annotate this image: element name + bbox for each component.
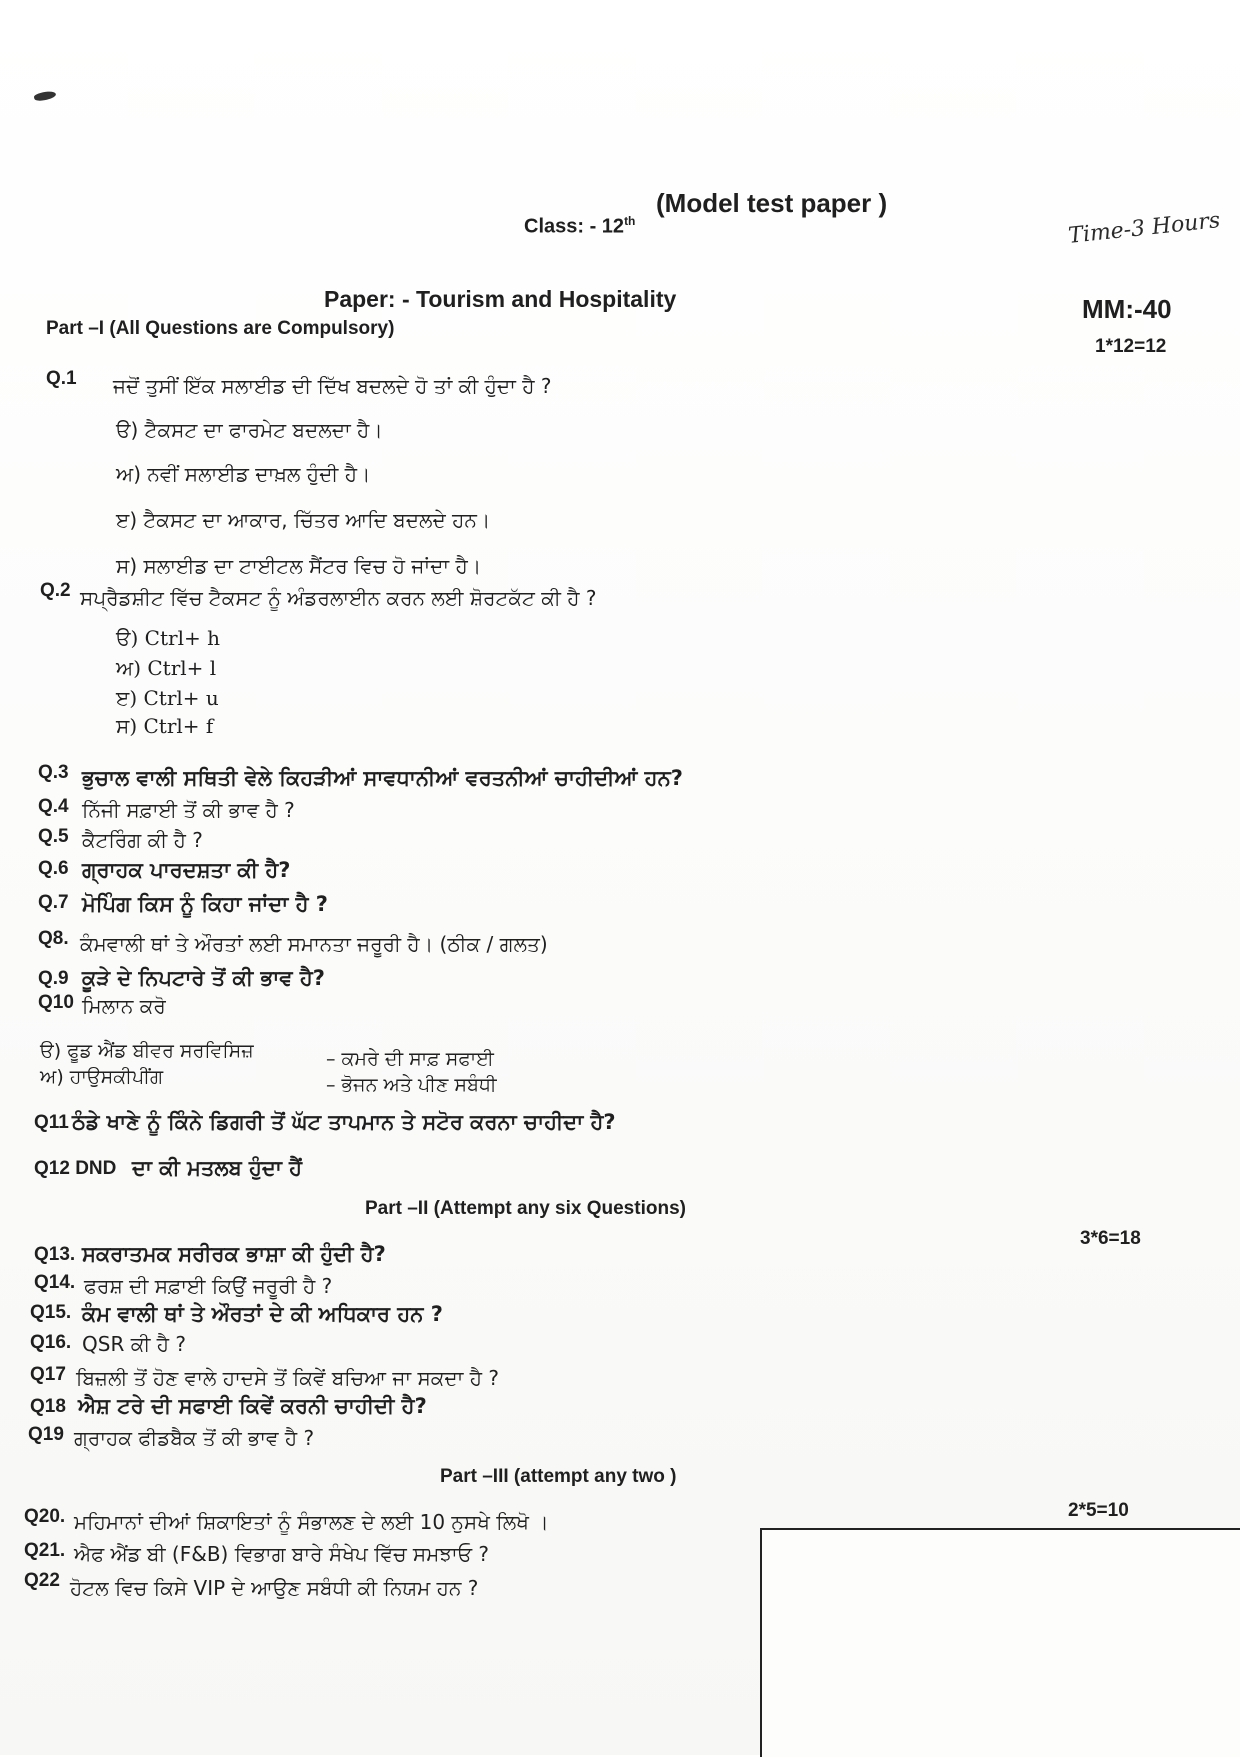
question-number: Q20. — [24, 1506, 66, 1527]
question-number: Q12 DND — [34, 1158, 117, 1179]
question-number: Q.7 — [38, 892, 69, 913]
max-marks: MM:-40 — [1082, 294, 1172, 324]
question-text: ਐਫ ਐਂਡ ਬੀ (F&B) ਵਿਭਾਗ ਬਾਰੇ ਸੰਖੇਪ ਵਿੱਚ ਸਮਝਾਓ ? — [74, 1542, 489, 1566]
option-d: ਸ) Ctrl+ f — [116, 714, 214, 738]
question-number: Q.3 — [38, 762, 69, 783]
question-text: ਕੰਮ ਵਾਲੀ ਥਾਂ ਤੇ ਔਰਤਾਂ ਦੇ ਕੀ ਅਧਿਕਾਰ ਹਨ ? — [82, 1302, 443, 1326]
question-number: Q.2 — [40, 580, 71, 601]
match-left-item: ੳ) ਫੂਡ ਐਂਡ ਬੀਵਰ ਸਰਵਿਸਿਜ਼ — [40, 1040, 254, 1062]
question-number: Q.4 — [38, 796, 69, 817]
option-c: ੲ) Ctrl+ u — [116, 686, 219, 710]
question-text: QSR ਕੀ ਹੈ ? — [82, 1332, 186, 1356]
question-number: Q8. — [38, 928, 69, 949]
part1-heading: Part –I (All Questions are Compulsory) — [46, 318, 395, 339]
question-number: Q17 — [30, 1364, 66, 1385]
match-left-item: ਅ) ਹਾਉਸਕੀਪੀਂਗ — [40, 1066, 164, 1088]
question-text: ਐਸ਼ ਟਰੇ ਦੀ ਸਫਾਈ ਕਿਵੇਂ ਕਰਨੀ ਚਾਹੀਦੀ ਹੈ? — [78, 1394, 427, 1418]
class-label: Class: - 12th — [524, 214, 636, 238]
question-text: ਗ੍ਰਾਹਕ ਪਾਰਦਸ਼ਤਾ ਕੀ ਹੈ? — [82, 858, 291, 882]
question-number: Q14. — [34, 1272, 76, 1293]
question-text: ਨਿੱਜੀ ਸਫ਼ਾਈ ਤੋਂ ਕੀ ਭਾਵ ਹੈ ? — [82, 798, 295, 822]
part3-heading: Part –III (attempt any two ) — [440, 1466, 677, 1487]
question-text: ਬਿਜ਼ਲੀ ਤੋਂ ਹੋਣ ਵਾਲੇ ਹਾਦਸੇ ਤੋਂ ਕਿਵੇਂ ਬਚਿਆ ਜਾ ਸਕਦਾ ਹੈ ? — [76, 1366, 500, 1390]
question-text: ਸਕਰਾਤਮਕ ਸਰੀਰਕ ਭਾਸ਼ਾ ਕੀ ਹੁੰਦੀ ਹੈ? — [82, 1242, 386, 1266]
question-number: Q15. — [30, 1302, 72, 1323]
question-number: Q18 — [30, 1396, 66, 1417]
question-number: Q21. — [24, 1540, 66, 1561]
question-number: Q.1 — [46, 368, 77, 389]
question-text: ਕੰਮਵਾਲੀ ਥਾਂ ਤੇ ਔਰਤਾਂ ਲਈ ਸਮਾਨਤਾ ਜਰੂਰੀ ਹੈ। (ਠੀਕ / ਗਲਤ) — [80, 932, 548, 956]
match-right-item: – ਕਮਰੇ ਦੀ ਸਾਫ਼ ਸਫਾਈ — [326, 1048, 494, 1070]
question-text: ਠੰਡੇ ਖਾਣੇ ਨੂੰ ਕਿੰਨੇ ਡਿਗਰੀ ਤੋਂ ਘੱਟ ਤਾਪਮਾਨ ਤੇ ਸਟੋਰ ਕਰਨਾ ਚਾਹੀਦਾ ਹੈ? — [72, 1110, 616, 1134]
question-number: Q.9 — [38, 968, 69, 989]
question-text: ਹੋਟਲ ਵਿਚ ਕਿਸੇ VIP ਦੇ ਆਉਣ ਸਬੰਧੀ ਕੀ ਨਿਯਮ ਹਨ ? — [70, 1576, 479, 1600]
question-text: ਮਹਿਮਾਨਾਂ ਦੀਆਂ ਸ਼ਿਕਾਇਤਾਂ ਨੂੰ ਸੰਭਾਲਣ ਦੇ ਲਈ 10 ਨੁਸਖੇ ਲਿਖੋ । — [74, 1510, 549, 1534]
question-number: Q10 — [38, 992, 74, 1013]
question-number: Q16. — [30, 1332, 72, 1353]
option-a: ੳ) Ctrl+ h — [116, 626, 220, 650]
option-d: ਸ) ਸਲਾਈਡ ਦਾ ਟਾਈਟਲ ਸੈਂਟਰ ਵਿਚ ਹੋ ਜਾਂਦਾ ਹੈ। — [116, 554, 482, 578]
question-number: Q22 — [24, 1570, 60, 1591]
question-number: Q11 — [34, 1112, 69, 1133]
question-text: ਮਿਲਾਨ ਕਰੋ — [82, 994, 166, 1018]
question-text: ਫਰਸ਼ ਦੀ ਸਫ਼ਾਈ ਕਿਉਂ ਜਰੂਰੀ ਹੈ ? — [84, 1274, 333, 1298]
match-right-item: – ਭੋਜਨ ਅਤੇ ਪੀਣ ਸਬੰਧੀ — [326, 1074, 497, 1096]
attached-paper-edge — [760, 1528, 1240, 1757]
part2-marks: 3*6=18 — [1080, 1228, 1141, 1249]
question-text: ਜਦੋਂ ਤੁਸੀਂ ਇੱਕ ਸਲਾਈਡ ਦੀ ਦਿੱਖ ਬਦਲਦੇ ਹੋ ਤਾਂ ਕੀ ਹੁੰਦਾ ਹੈ ? — [113, 374, 552, 398]
question-number: Q.6 — [38, 858, 69, 879]
paper-title: Paper: - Tourism and Hospitality — [324, 286, 677, 312]
part2-heading: Part –II (Attempt any six Questions) — [365, 1198, 686, 1219]
question-text: ਦਾ ਕੀ ਮਤਲਬ ਹੁੰਦਾ ਹੈਂ — [132, 1156, 303, 1180]
option-b: ਅ) ਨਵੀਂ ਸਲਾਈਡ ਦਾਖ਼ਲ ਹੁੰਦੀ ਹੈ। — [116, 462, 371, 486]
handwritten-time-note: Time-3 Hours — [1067, 208, 1222, 249]
part1-marks: 1*12=12 — [1095, 336, 1167, 357]
option-a: ੳ) ਟੈਕਸਟ ਦਾ ਫਾਰਮੇਟ ਬਦਲਦਾ ਹੈ। — [116, 418, 383, 442]
question-text: ਮੋਪਿੰਗ ਕਿਸ ਨੂੰ ਕਿਹਾ ਜਾਂਦਾ ਹੈ ? — [82, 892, 328, 916]
part3-marks: 2*5=10 — [1068, 1500, 1129, 1521]
question-text: ਸਪ੍ਰੈਡਸ਼ੀਟ ਵਿੱਚ ਟੈਕਸਟ ਨੂੰ ਅੰਡਰਲਾਈਨ ਕਰਨ ਲਈ ਸ਼ੋਰਟਕੱਟ ਕੀ ਹੈ ? — [80, 586, 597, 610]
question-number: Q13. — [34, 1244, 76, 1265]
paper-type-title: (Model test paper ) — [656, 188, 888, 218]
question-text: ਕੈਟਰਿੰਗ ਕੀ ਹੈ ? — [82, 828, 203, 852]
option-b: ਅ) Ctrl+ l — [116, 656, 217, 680]
option-c: ੲ) ਟੈਕਸਟ ਦਾ ਆਕਾਰ, ਚਿੱਤਰ ਆਦਿ ਬਦਲਦੇ ਹਨ। — [116, 508, 491, 532]
question-number: Q.5 — [38, 826, 69, 847]
question-text: ਭੁਚਾਲ ਵਾਲੀ ਸਥਿਤੀ ਵੇਲੇ ਕਿਹੜੀਆਂ ਸਾਵਧਾਨੀਆਂ ਵਰਤਨੀਆਂ ਚਾਹੀਦੀਆਂ ਹਨ? — [82, 766, 683, 790]
question-text: ਕੂੜੇ ਦੇ ਨਿਪਟਾਰੇ ਤੋਂ ਕੀ ਭਾਵ ਹੈ? — [82, 966, 325, 990]
question-text: ਗ੍ਰਾਹਕ ਫੀਡਬੈਕ ਤੋਂ ਕੀ ਭਾਵ ਹੈ ? — [74, 1426, 315, 1450]
question-number: Q19 — [28, 1424, 64, 1445]
